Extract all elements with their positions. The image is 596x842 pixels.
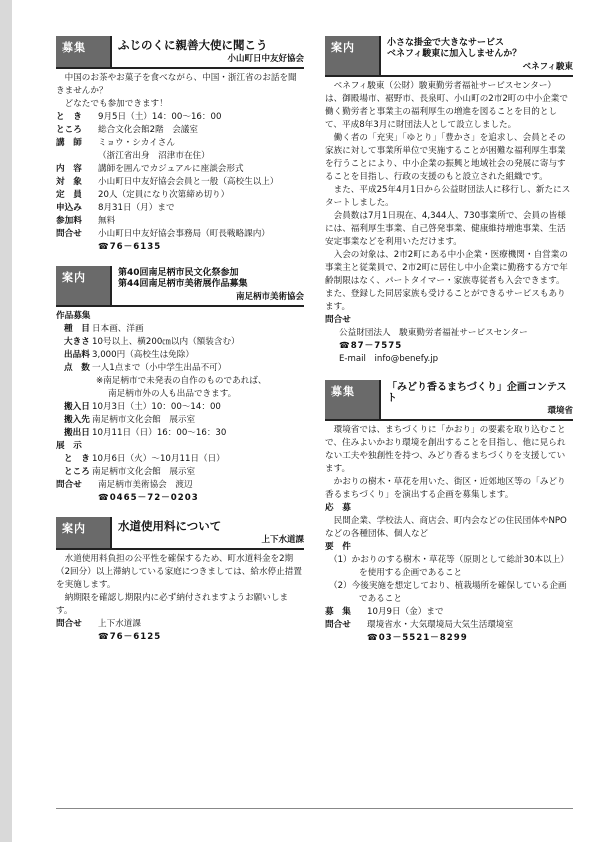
info-row: 申込み 8月31日（月）まで: [56, 203, 175, 213]
email-address: E-mail info@benefy.jp: [339, 354, 439, 364]
note-text: 南足柄市外の人も出品できます。: [108, 389, 237, 399]
article-header: [56, 517, 304, 550]
info-row: 対 象 小山町日中友好協会会員と一般（高校生以上）: [56, 177, 279, 187]
section-heading: 作品募集: [56, 311, 91, 321]
info-row: と き 10月6日（火）～10月11日（日）: [64, 454, 225, 464]
article-header: [325, 380, 573, 421]
paragraph: かおりの樹木・草花を用いた、街区・近郊地区等の「みどり香るまちづくり」を演出する企画を募集します。: [325, 477, 566, 500]
info-row: 参加料 無料: [56, 216, 116, 226]
paragraph: 水道使用料負担の公平性を確保するため、町水道料金を2期（2回分）以上滞納している家庭につきましては、給水停止措置を実施します。: [56, 554, 302, 590]
paragraph: 納期限を確認し期限内に必ず納付されますようお願いします。: [56, 593, 289, 616]
article-water-charges: [56, 517, 304, 644]
article-body: [56, 69, 304, 254]
paragraph: また、平成25年4月1日から公益財団法人に移行し、新たにスタートしました。: [325, 185, 571, 208]
article-title-line2: 第44回南足柄市美術展作品募集: [118, 279, 248, 289]
info-row: 大きさ 10号以上、横200㎝以内（額装含む）: [64, 337, 240, 347]
contact-row: 問合せ 上下水道課: [56, 619, 141, 629]
info-row: ところ 総合文化会館2階 会議室: [56, 125, 198, 135]
note-text: ※南足柄市で未発表の自作のものであれば、: [96, 376, 267, 386]
paragraph: 働く者の「充実」「ゆとり」「豊かさ」を追求し、会員とその家族に対して事業所単位で実施することが困難な福利厚生事業を行うことにより、中小企業の振興と地域社会の発展に寄与することを目指し、行政の支援のもと設立された組織です。: [325, 133, 566, 182]
article-organizer: 上下水道課: [261, 535, 304, 545]
paragraph: ベネフィ駿東（公財）駿東勤労者福祉サービスセンター）は、御殿場市、裾野市、長泉町、小山町の2市2町の中小企業で働く勤労者と事業主の福利厚生の増進を図ることを目的として、平成8年3月に財団法人として設立しました。: [325, 81, 568, 130]
section-heading: 要 件: [325, 542, 351, 552]
article-art-exhibition: [56, 266, 304, 505]
article-title-line1: 第40回南足柄市民文化祭参加: [118, 268, 239, 278]
paragraph: 民間企業、学校法人、商店会、町内会などの住民団体やNPOなどの各種団体、個人など: [325, 516, 567, 539]
deadline-row: 募 集 10月9日（金）まで: [325, 607, 444, 617]
phone-number: ☎87－7575: [339, 341, 403, 351]
contact-row: 問合せ 環境省水・大気環境局大気生活環境室: [325, 620, 514, 630]
contact-name: 公益財団法人 駿東勤労者福祉サービスセンター: [339, 328, 528, 338]
phone-number: ☎76－6125: [98, 632, 162, 642]
article-title: 水道使用料について: [118, 519, 222, 533]
article-benefy-sunto: [325, 36, 573, 366]
article-body: [56, 307, 304, 505]
intro-text: 中国のお茶やお菓子を食べながら、中国・浙江省のお話を聞きませんか？: [56, 73, 297, 96]
info-row: 種 目 日本画、洋画: [64, 324, 144, 334]
article-organizer: 南足柄市美術協会: [235, 292, 304, 302]
info-row: 内 容 講師を囲んでカジュアルに座談会形式: [56, 164, 244, 174]
phone-number: ☎76－6135: [98, 242, 162, 252]
phone-number: ☎03－5521－8299: [367, 633, 468, 643]
contact-label: 問合せ: [325, 315, 351, 325]
info-row: と き 9月5日（土）14：00～16：00: [56, 112, 222, 122]
bottom-divider: [56, 808, 573, 809]
category-badge: 案内: [56, 266, 110, 305]
info-row: 点 数 一人1点まで（小中学生出品不可）: [64, 363, 227, 373]
article-title: ふじのくに親善大使に聞こう: [118, 38, 268, 52]
category-badge: 案内: [325, 36, 379, 75]
category-badge: 案内: [56, 517, 110, 548]
right-column: [325, 36, 573, 657]
info-row: 出品料 3,000円（高校生は免除）: [64, 350, 194, 360]
info-row: 搬出日 10月11日（日）16：00～16：30: [64, 428, 227, 438]
article-organizer: 環境省: [547, 406, 573, 416]
article-title-line1: 小さな掛金で大きなサービス: [387, 38, 505, 48]
paragraph: 会員数は7月1日現在、4,344人、730事業所で、会員の皆様には、福利厚生事業、自己啓発事業、健康維持増進事業、生活安定事業などを利用いただけます。: [325, 211, 566, 247]
article-organizer: ベネフィ駿東: [522, 62, 573, 72]
info-row: 講 師 ミョウ・シカイさん: [56, 138, 175, 148]
article-title-line2: ベネフィ駿東に加入しませんか？: [387, 49, 522, 59]
article-friendship-ambassador: [56, 36, 304, 254]
info-row: ところ 南足柄市文化会館 展示室: [64, 467, 196, 477]
article-organizer: 小山町日中友好協会: [227, 54, 304, 64]
info-row: （浙江省出身 沼津市在住）: [98, 151, 210, 161]
contact-row: 問合せ 南足柄市美術協会 渡辺: [56, 480, 193, 490]
category-badge: 募集: [325, 380, 379, 419]
paragraph: 入会の対象は、2市2町にある中小企業・医療機関・自営業の事業主と従業員で、2市2町に居住し中小企業に勤務する方で年齢制限はなく、パートタイマー・家族専従者も入会できます。また、登録した同居家族も受けることができるサービスもあります。: [325, 250, 568, 312]
info-row: 定 員 20人（定員になり次第締め切り）: [56, 190, 230, 200]
article-title: 「みどり香るまちづくり」企画コンテスト: [387, 382, 567, 404]
article-header: [56, 36, 304, 69]
category-badge: 募集: [56, 36, 110, 67]
section-heading: 応 募: [325, 503, 351, 513]
article-body: [325, 421, 573, 645]
article-green-fragrance-contest: [325, 380, 573, 645]
info-row: 搬入先 南足柄市文化会館 展示室: [64, 415, 196, 425]
intro-text-2: どなたでも参加できます！: [64, 99, 168, 109]
paragraph: 環境省では、まちづくりに「かおり」の要素を取り込むことで、住みよいかおり環境を創出することを目指し、他に見られない工夫や独創性を持つ、みどり香るまちづくりを支援しています。: [325, 425, 566, 474]
article-body: [56, 550, 304, 644]
requirement-item: （1）かおりのする樹木・草花等（原則として総計30本以上）を使用する企画であること: [329, 555, 569, 578]
requirement-item: （2）今後実施を想定しており、植栽場所を確保している企画であること: [329, 581, 567, 604]
article-header: [325, 36, 573, 77]
article-header: [56, 266, 304, 307]
section-heading: 展 示: [56, 441, 82, 451]
info-row: 搬入日 10月3日（土）10：00～14：00: [64, 402, 221, 412]
info-row: 問合せ 小山町日中友好協会事務局（町長戦略課内）: [56, 229, 270, 239]
left-column: [56, 36, 304, 656]
article-body: [325, 77, 573, 366]
phone-number: ☎0465－72－0203: [98, 493, 199, 503]
